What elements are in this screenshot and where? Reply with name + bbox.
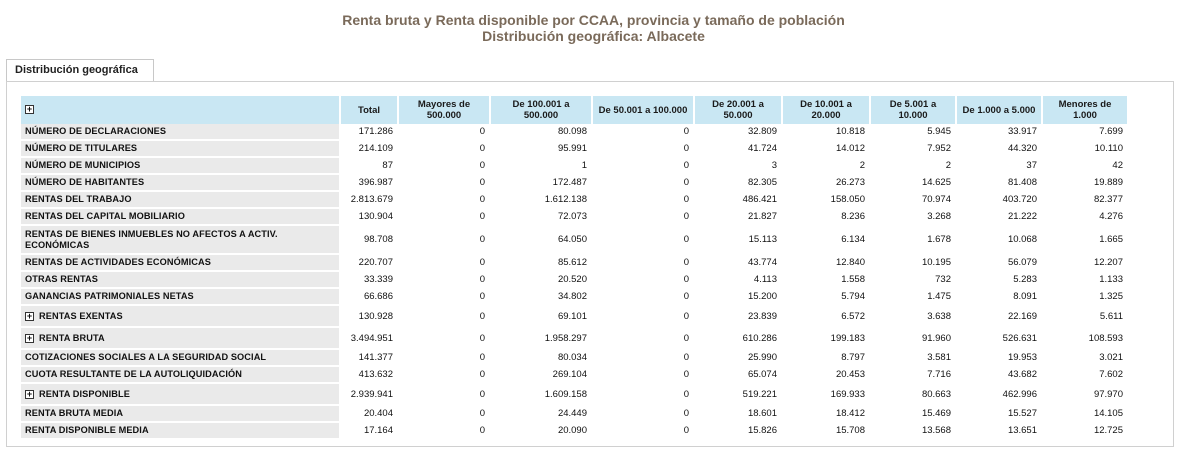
table-row bbox=[21, 209, 1127, 226]
table-cell: 0 bbox=[399, 124, 489, 141]
table-cell: 19.953 bbox=[957, 350, 1041, 367]
table-cell: 0 bbox=[593, 175, 693, 192]
table-cell: 81.408 bbox=[957, 175, 1041, 192]
table-cell: 8.091 bbox=[957, 289, 1041, 306]
table-cell: 0 bbox=[399, 226, 489, 255]
table-cell: 20.453 bbox=[783, 367, 869, 384]
col-header[interactable]: De 20.001 a 50.000 bbox=[695, 96, 781, 124]
table-cell: 2 bbox=[783, 158, 869, 175]
table-cell: 15.708 bbox=[783, 423, 869, 440]
table-cell: 14.625 bbox=[871, 175, 955, 192]
table-cell: 0 bbox=[593, 350, 693, 367]
table-cell: 5.283 bbox=[957, 272, 1041, 289]
table-cell: 32.809 bbox=[695, 124, 781, 141]
table-cell: 20.520 bbox=[491, 272, 591, 289]
table-cell: 85.612 bbox=[491, 255, 591, 272]
table-cell: 5.945 bbox=[871, 124, 955, 141]
table-cell: 526.631 bbox=[957, 328, 1041, 350]
table-row bbox=[21, 124, 1127, 141]
tab-distribucion-geografica[interactable]: Distribución geográfica bbox=[6, 59, 154, 81]
table-cell: 158.050 bbox=[783, 192, 869, 209]
table-cell: 0 bbox=[399, 255, 489, 272]
row-label[interactable] bbox=[21, 306, 339, 328]
table-cell: 17.164 bbox=[341, 423, 397, 440]
table-cell: 91.960 bbox=[871, 328, 955, 350]
table-row bbox=[21, 289, 1127, 306]
row-label-text: RENTAS EXENTAS bbox=[39, 310, 123, 321]
row-label-text: RENTA BRUTA MEDIA bbox=[25, 408, 124, 418]
row-label-text: RENTAS DEL CAPITAL MOBILIARIO bbox=[25, 211, 185, 221]
table-row bbox=[21, 192, 1127, 209]
table-cell: 23.839 bbox=[695, 306, 781, 328]
col-header[interactable]: Mayores de 500.000 bbox=[399, 96, 489, 124]
table-cell: 3.494.951 bbox=[341, 328, 397, 350]
table-cell: 98.708 bbox=[341, 226, 397, 255]
table-cell: 462.996 bbox=[957, 384, 1041, 406]
table-cell: 95.991 bbox=[491, 141, 591, 158]
header-row bbox=[21, 96, 1127, 124]
row-label bbox=[21, 175, 339, 192]
row-label bbox=[21, 141, 339, 158]
table-cell: 7.699 bbox=[1043, 124, 1127, 141]
table-row bbox=[21, 272, 1127, 289]
table-cell: 486.421 bbox=[695, 192, 781, 209]
table-cell: 97.970 bbox=[1043, 384, 1127, 406]
row-label-text: OTRAS RENTAS bbox=[25, 274, 98, 284]
table-cell: 519.221 bbox=[695, 384, 781, 406]
table-cell: 1 bbox=[491, 158, 591, 175]
table-cell: 0 bbox=[399, 406, 489, 423]
table-cell: 0 bbox=[399, 328, 489, 350]
table-row bbox=[21, 328, 1127, 350]
table-cell: 3.268 bbox=[871, 209, 955, 226]
table-cell: 199.183 bbox=[783, 328, 869, 350]
header-corner bbox=[21, 96, 339, 124]
plus-box-icon[interactable]: + bbox=[26, 104, 33, 115]
table-cell: 8.797 bbox=[783, 350, 869, 367]
table-cell: 0 bbox=[593, 255, 693, 272]
table-cell: 13.568 bbox=[871, 423, 955, 440]
table-cell: 20.090 bbox=[491, 423, 591, 440]
table-cell: 21.222 bbox=[957, 209, 1041, 226]
table-cell: 10.195 bbox=[871, 255, 955, 272]
table-cell: 1.678 bbox=[871, 226, 955, 255]
row-label-text: NÚMERO DE DECLARACIONES bbox=[25, 126, 167, 136]
row-label-text: RENTAS DEL TRABAJO bbox=[25, 194, 132, 204]
table-cell: 82.305 bbox=[695, 175, 781, 192]
table-cell: 130.928 bbox=[341, 306, 397, 328]
page-title bbox=[0, 12, 1187, 44]
table-cell: 7.716 bbox=[871, 367, 955, 384]
table-cell: 82.377 bbox=[1043, 192, 1127, 209]
col-header[interactable]: De 50.001 a 100.000 bbox=[593, 96, 693, 124]
table-cell: 1.133 bbox=[1043, 272, 1127, 289]
table-cell: 80.098 bbox=[491, 124, 591, 141]
table-cell: 70.974 bbox=[871, 192, 955, 209]
table-cell: 0 bbox=[593, 158, 693, 175]
title-line-1: Renta bruta y Renta disponible por CCAA, provincia y tamaño de población bbox=[342, 12, 845, 28]
row-label-text: NÚMERO DE MUNICIPIOS bbox=[25, 160, 141, 170]
plus-box-icon[interactable]: + bbox=[26, 332, 33, 343]
table-cell: 7.602 bbox=[1043, 367, 1127, 384]
table-cell: 10.068 bbox=[957, 226, 1041, 255]
table-cell: 2.813.679 bbox=[341, 192, 397, 209]
row-label-text: GANANCIAS PATRIMONIALES NETAS bbox=[25, 291, 194, 301]
row-label bbox=[21, 158, 339, 175]
table-cell: 18.601 bbox=[695, 406, 781, 423]
table-cell: 413.632 bbox=[341, 367, 397, 384]
table-row bbox=[21, 367, 1127, 384]
table-row bbox=[21, 384, 1127, 406]
table-cell: 6.572 bbox=[783, 306, 869, 328]
table-cell: 44.320 bbox=[957, 141, 1041, 158]
col-header[interactable]: Menores de 1.000 bbox=[1043, 96, 1127, 124]
table-cell: 14.105 bbox=[1043, 406, 1127, 423]
table-cell: 43.774 bbox=[695, 255, 781, 272]
row-label bbox=[21, 124, 339, 141]
plus-box-icon[interactable]: + bbox=[26, 388, 33, 399]
table-cell: 42 bbox=[1043, 158, 1127, 175]
table-cell: 80.663 bbox=[871, 384, 955, 406]
table-row bbox=[21, 141, 1127, 158]
table-cell: 5.794 bbox=[783, 289, 869, 306]
table-cell: 1.609.158 bbox=[491, 384, 591, 406]
table-cell: 169.933 bbox=[783, 384, 869, 406]
table-cell: 15.200 bbox=[695, 289, 781, 306]
table-cell: 12.725 bbox=[1043, 423, 1127, 440]
row-label bbox=[21, 255, 339, 272]
table-cell: 0 bbox=[399, 384, 489, 406]
table-cell: 0 bbox=[593, 226, 693, 255]
table-cell: 0 bbox=[399, 158, 489, 175]
table-cell: 18.412 bbox=[783, 406, 869, 423]
table-row bbox=[21, 306, 1127, 328]
table-cell: 0 bbox=[399, 306, 489, 328]
table-cell: 0 bbox=[593, 406, 693, 423]
row-label-text: RENTA DISPONIBLE MEDIA bbox=[25, 425, 149, 435]
table-cell: 3.581 bbox=[871, 350, 955, 367]
table-cell: 0 bbox=[593, 367, 693, 384]
row-label-text: RENTAS DE BIENES INMUEBLES NO AFECTOS A ACTIV. ECONÓMICAS bbox=[25, 228, 278, 250]
table-row bbox=[21, 255, 1127, 272]
table-cell: 1.665 bbox=[1043, 226, 1127, 255]
table-cell: 25.990 bbox=[695, 350, 781, 367]
table-cell: 403.720 bbox=[957, 192, 1041, 209]
row-label-text: CUOTA RESULTANTE DE LA AUTOLIQUIDACIÓN bbox=[25, 369, 242, 379]
table-cell: 1.558 bbox=[783, 272, 869, 289]
table-cell: 4.276 bbox=[1043, 209, 1127, 226]
row-label bbox=[21, 423, 339, 440]
table-row bbox=[21, 406, 1127, 423]
col-header[interactable]: De 5.001 a 10.000 bbox=[871, 96, 955, 124]
table-row bbox=[21, 226, 1127, 255]
table-cell: 214.109 bbox=[341, 141, 397, 158]
row-label-text: RENTA DISPONIBLE bbox=[39, 388, 130, 399]
table-cell: 10.818 bbox=[783, 124, 869, 141]
row-label bbox=[21, 209, 339, 226]
table-cell: 12.207 bbox=[1043, 255, 1127, 272]
table-cell: 0 bbox=[399, 289, 489, 306]
table-cell: 0 bbox=[593, 192, 693, 209]
row-label bbox=[21, 367, 339, 384]
table-cell: 0 bbox=[593, 328, 693, 350]
table-cell: 10.110 bbox=[1043, 141, 1127, 158]
table-cell: 43.682 bbox=[957, 367, 1041, 384]
table-cell: 6.134 bbox=[783, 226, 869, 255]
table-cell: 1.958.297 bbox=[491, 328, 591, 350]
row-label-text: NÚMERO DE HABITANTES bbox=[25, 177, 145, 187]
table-cell: 19.889 bbox=[1043, 175, 1127, 192]
table-cell: 0 bbox=[593, 209, 693, 226]
table-cell: 13.651 bbox=[957, 423, 1041, 440]
table-cell: 8.236 bbox=[783, 209, 869, 226]
table-cell: 172.487 bbox=[491, 175, 591, 192]
table-cell: 3.021 bbox=[1043, 350, 1127, 367]
table-cell: 0 bbox=[399, 209, 489, 226]
table-cell: 0 bbox=[399, 272, 489, 289]
table-cell: 24.449 bbox=[491, 406, 591, 423]
table-cell: 0 bbox=[593, 272, 693, 289]
table-cell: 66.686 bbox=[341, 289, 397, 306]
table-cell: 12.840 bbox=[783, 255, 869, 272]
table-cell: 69.101 bbox=[491, 306, 591, 328]
table-cell: 2 bbox=[871, 158, 955, 175]
col-header[interactable]: De 100.001 a 500.000 bbox=[491, 96, 591, 124]
table-cell: 33.339 bbox=[341, 272, 397, 289]
title-line-2: Distribución geográfica: Albacete bbox=[482, 28, 705, 44]
table-cell: 0 bbox=[593, 289, 693, 306]
col-header[interactable]: De 1.000 a 5.000 bbox=[957, 96, 1041, 124]
table-cell: 610.286 bbox=[695, 328, 781, 350]
table-cell: 21.827 bbox=[695, 209, 781, 226]
table-cell: 5.611 bbox=[1043, 306, 1127, 328]
table-cell: 141.377 bbox=[341, 350, 397, 367]
col-header[interactable]: De 10.001 a 20.000 bbox=[783, 96, 869, 124]
row-label bbox=[21, 226, 339, 255]
table-cell: 3.638 bbox=[871, 306, 955, 328]
table-cell: 0 bbox=[399, 192, 489, 209]
table-cell: 56.079 bbox=[957, 255, 1041, 272]
table-cell: 396.987 bbox=[341, 175, 397, 192]
table-panel bbox=[6, 81, 1174, 447]
table-cell: 72.073 bbox=[491, 209, 591, 226]
plus-box-icon[interactable]: + bbox=[26, 310, 33, 321]
table-cell: 1.612.138 bbox=[491, 192, 591, 209]
table-cell: 15.469 bbox=[871, 406, 955, 423]
row-label bbox=[21, 350, 339, 367]
row-label[interactable] bbox=[21, 328, 339, 350]
table-cell: 0 bbox=[593, 141, 693, 158]
row-label-text: COTIZACIONES SOCIALES A LA SEGURIDAD SOCIAL bbox=[25, 352, 267, 362]
row-label bbox=[21, 192, 339, 209]
table-cell: 0 bbox=[399, 350, 489, 367]
table-cell: 15.826 bbox=[695, 423, 781, 440]
row-label-text: RENTAS DE ACTIVIDADES ECONÓMICAS bbox=[25, 257, 211, 267]
table-cell: 269.104 bbox=[491, 367, 591, 384]
table-cell: 3 bbox=[695, 158, 781, 175]
table-cell: 33.917 bbox=[957, 124, 1041, 141]
table-cell: 20.404 bbox=[341, 406, 397, 423]
table-row bbox=[21, 175, 1127, 192]
row-label[interactable] bbox=[21, 384, 339, 406]
table-cell: 64.050 bbox=[491, 226, 591, 255]
table-cell: 41.724 bbox=[695, 141, 781, 158]
row-label-text: RENTA BRUTA bbox=[39, 332, 105, 343]
row-label bbox=[21, 406, 339, 423]
table-cell: 37 bbox=[957, 158, 1041, 175]
table-cell: 0 bbox=[593, 124, 693, 141]
table-cell: 80.034 bbox=[491, 350, 591, 367]
table-cell: 87 bbox=[341, 158, 397, 175]
table-cell: 34.802 bbox=[491, 289, 591, 306]
row-label bbox=[21, 272, 339, 289]
table-cell: 7.952 bbox=[871, 141, 955, 158]
table-cell: 108.593 bbox=[1043, 328, 1127, 350]
table-cell: 22.169 bbox=[957, 306, 1041, 328]
row-label bbox=[21, 289, 339, 306]
row-label-text: NÚMERO DE TITULARES bbox=[25, 143, 138, 153]
table-cell: 171.286 bbox=[341, 124, 397, 141]
table-cell: 0 bbox=[399, 423, 489, 440]
table-row bbox=[21, 423, 1127, 440]
table-cell: 2.939.941 bbox=[341, 384, 397, 406]
table-cell: 15.527 bbox=[957, 406, 1041, 423]
col-header[interactable]: Total bbox=[341, 96, 397, 124]
table-cell: 0 bbox=[593, 423, 693, 440]
table-cell: 0 bbox=[399, 175, 489, 192]
table-cell: 26.273 bbox=[783, 175, 869, 192]
table-cell: 4.113 bbox=[695, 272, 781, 289]
table-cell: 0 bbox=[593, 306, 693, 328]
table-row bbox=[21, 158, 1127, 175]
table-cell: 732 bbox=[871, 272, 955, 289]
table-cell: 15.113 bbox=[695, 226, 781, 255]
table-cell: 220.707 bbox=[341, 255, 397, 272]
table-cell: 0 bbox=[399, 141, 489, 158]
data-table bbox=[19, 96, 1129, 440]
table-cell: 0 bbox=[593, 384, 693, 406]
table-cell: 130.904 bbox=[341, 209, 397, 226]
table-cell: 0 bbox=[399, 367, 489, 384]
table-cell: 1.475 bbox=[871, 289, 955, 306]
table-cell: 1.325 bbox=[1043, 289, 1127, 306]
table-cell: 65.074 bbox=[695, 367, 781, 384]
table-cell: 14.012 bbox=[783, 141, 869, 158]
table-row bbox=[21, 350, 1127, 367]
